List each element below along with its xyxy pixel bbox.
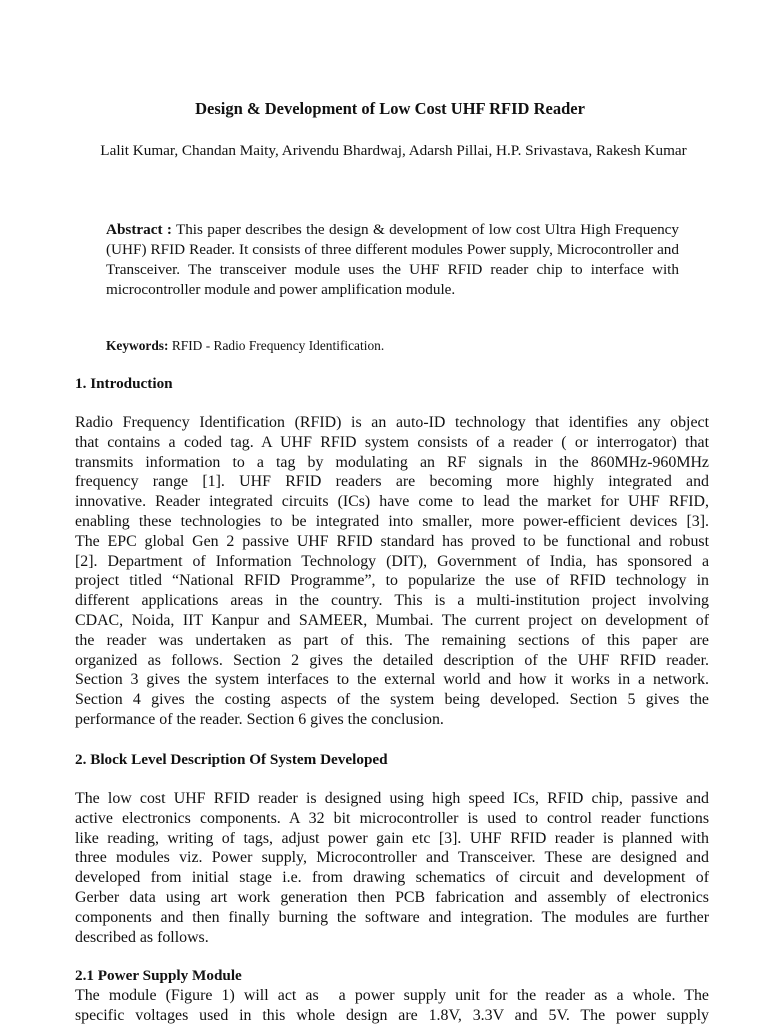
paper-title: Design & Development of Low Cost UHF RFID Reader: [195, 99, 585, 118]
text-line: organized as follows. Section 2 gives the detailed description of the UHF RFID reader.: [75, 651, 709, 669]
author-list: Lalit Kumar, Chandan Maity, Arivendu Bhardwaj, Adarsh Pillai, H.P. Srivastava, Rakesh Kumar: [100, 142, 687, 159]
section-heading-power-supply: 2.1 Power Supply Module: [75, 967, 242, 984]
text-fragment: a power supply unit for the reader as a whole. The: [338, 987, 709, 1004]
text-line: transmits information to a tag by modulating an RF signals in the 860MHz-960MHz: [75, 453, 709, 471]
abstract-label: Abstract :: [106, 221, 172, 238]
text-line: CDAC, Noida, IIT Kanpur and SAMEER, Mumbai. The current project on development of: [75, 611, 709, 629]
text-line: The EPC global Gen 2 passive UHF RFID standard has proved to be functional and robust: [75, 532, 709, 550]
text-line: like reading, writing of tags, adjust power gain etc [3]. UHF RFID reader is planned with: [75, 829, 709, 847]
text-line: Radio Frequency Identification (RFID) is an auto-ID technology that identifies any object: [75, 414, 709, 431]
text-line: developed from initial stage i.e. from drawing schematics of circuit and development of: [75, 869, 709, 887]
keywords: [106, 336, 679, 356]
text-line: active electronics components. A 32 bit microcontroller is used to control reader functions: [75, 809, 709, 827]
text-line: Section 4 gives the costing aspects of the system being developed. Section 5 gives the: [75, 691, 709, 709]
text-line: innovative. Reader integrated circuits (ICs) have come to lead the market for UHF RFID,: [75, 493, 709, 511]
text-fragment: The module (Figure 1) will act as: [75, 987, 319, 1004]
section-body-power-supply: [75, 986, 709, 1024]
abstract-text: This paper describes the design & development of low cost Ultra High Frequency (UHF) RFID Reader. It consists of three different modules Power supply, Microcontroller and Transceiver. The transceiver module uses the UHF RFID reader chip to interface with microcontroller module and power amplification module.: [106, 221, 679, 298]
section-body-block-level: [75, 789, 709, 947]
text-line: Gerber data using art work generation then PCB fabrication and assembly of electronics: [75, 888, 709, 906]
text-line: specific voltages used in this whole design are 1.8V, 3.3V and 5V. The power supply: [75, 1006, 709, 1024]
text-line: frequency range [1]. UHF RFID readers are becoming more highly integrated and: [75, 473, 709, 491]
text-line: three modules viz. Power supply, Microcontroller and Transceiver. These are designed and: [75, 849, 709, 867]
text-line: enabling these technologies to be integrated into smaller, more power-efficient devices [3].: [75, 512, 709, 530]
text-line: different applications areas in the country. This is a multi-institution project involving: [75, 592, 709, 610]
text-line: the reader was undertaken as part of this. The remaining sections of this paper are: [75, 631, 709, 649]
section-body-introduction: [75, 413, 709, 730]
keywords-text: RFID - Radio Frequency Identification.: [171, 338, 385, 353]
text-line: that contains a coded tag. A UHF RFID system consists of a reader ( or interrogator) that: [75, 433, 709, 451]
text-line: components and then finally burning the software and integration. The modules are further: [75, 908, 709, 926]
text-line: The low cost UHF RFID reader is designed using high speed ICs, RFID chip, passive and: [75, 790, 709, 807]
text-line: project titled “National RFID Programme”, to popularize the use of RFID technology in: [75, 572, 709, 590]
text-line: performance of the reader. Section 6 gives the conclusion.: [75, 710, 444, 728]
text-line: [75, 986, 709, 1006]
keywords-label: Keywords:: [106, 338, 169, 353]
text-line: Section 3 gives the system interfaces to the external world and how it works in a network.: [75, 671, 709, 689]
abstract: [106, 220, 679, 300]
section-heading-block-level: 2. Block Level Description Of System Developed: [75, 751, 388, 768]
text-line: described as follows.: [75, 928, 209, 946]
text-line: [2]. Department of Information Technology (DIT), Government of India, has sponsored a: [75, 552, 709, 570]
section-heading-introduction: 1. Introduction: [75, 375, 173, 392]
